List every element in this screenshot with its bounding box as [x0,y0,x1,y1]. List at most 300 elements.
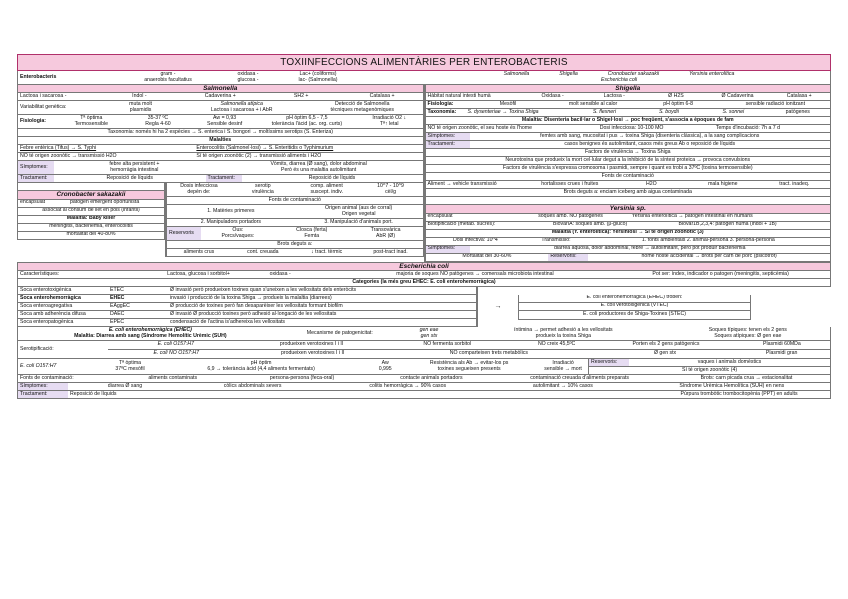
ecoli-cat-2 [17,303,477,311]
salm-serotip [231,183,295,196]
syn-2-text: E. coli verotoxigènica (VTEC) [600,302,669,309]
salmonella-header-text: Salmonella [203,85,238,92]
shig-fonts: Fonts de contaminació [601,173,654,179]
ecoli-header [17,262,831,271]
salm-tecn-text: tècniques metagenòmiques [330,106,394,113]
salm-autol-text: Però és una malaltia autolimitant [280,166,357,173]
yers-row6 [425,254,832,262]
ecoli-synonyms [477,287,831,327]
shig-tract: tract. inadeq. [779,181,810,187]
ecoli-simp1: diarrea Ø sang [107,383,143,389]
salm-sh2: SH2 + [293,93,309,99]
gen-stx: gen stx [420,332,438,339]
salm-femta-text: Femta [304,232,320,239]
sero-1-e: Plasmidi 60MDa [763,341,801,348]
ecoli-trac-spacer [326,391,648,398]
yers-reserv-text: home hoste accidental → brots per carn de porc (psicotrof) [641,253,777,260]
yers-biovar: BiovarIA: soques amb. (β-gluco) [552,221,628,228]
ecoli-f2: persona-persona (feca-oral) [269,375,335,381]
h7-awv-text: 0,995 [378,365,392,372]
shig-row3 [425,109,832,117]
ecoli-cat-3 [17,311,477,319]
ecoli-trac1: Reposició de líquids [70,391,117,397]
salm-transov-text: Transovàrica [370,227,401,233]
yers-fonts: 1. fonts ambientals 2. animal-persona 3. persona-persona [641,237,775,244]
gen-eae: gen eae [419,327,439,333]
shig-nozoo: NO té origen zoonòtic, el seu hoste és l'home [427,125,533,131]
h7-resist-text: Resistència als Ab → evitar-los ps [429,359,509,366]
cat-desc: Ø producció de toxines però fan desaparèixer les vellositats formant biofilm [170,303,343,309]
lac-plus-text: Lac+ (coliforms) [299,71,337,77]
salm-comp [295,183,359,196]
ecoli-fonts-label: Fonts de contaminació: [20,375,74,381]
salm-catal: Catalasa + [369,93,395,99]
salm-row-trac [17,175,424,183]
ecoli-f1: aliments contaminats [148,375,198,381]
h7-irrad2-text: sensible → mort [544,365,582,372]
species-salmonella: Salmonella [503,71,530,77]
crono-row5 [17,232,165,240]
salm-fonts-row [166,197,424,205]
cat-desc: Ø invasió Ø producció toxines però adhesió al·longació de les vellositats [170,311,337,317]
crono-header [17,191,165,199]
oxidasa-cell [218,71,278,84]
salm-comp-text: comp. aliment [310,183,343,189]
yers-row1 [425,214,832,222]
cat-desc: invasió i producció de la toxina Shiga → produeix la malaltia (diarrees) [170,295,332,301]
oxidasa-text: oxidasa - [237,71,259,77]
shig-aliment: Aliment → vehicle transmissió [427,181,497,187]
salm-ufcu-text: cèl/g [385,188,397,195]
cat-name: Soca enteropatogènica [20,319,74,325]
shig-temps: Temps d'incubació: 7h a 7 d [715,125,781,131]
crono-mortal: mortalitat del 40-80% [66,231,116,238]
salm-ufc [359,183,423,196]
salm-ph [258,115,356,128]
general-row [17,71,831,85]
crono-assoc: associat al consum de llet en pols (infantil) [42,207,140,214]
sero-1-name: E. coli O157:H7 [157,341,195,348]
salm-termo-text: Termosensible [74,120,109,127]
salm-closca-text: Closca (ferta) [296,227,328,233]
yers-dosi: Dosi infectiva: 10^4 [452,237,498,244]
shig-neuro: Neurotoxina que produeix la mort cel·lular degut a la inhibició de la síntesi proteica → provoca convulsions [505,157,751,163]
shig-row1 [425,93,832,101]
shig-oxid: Oxidasa - [541,93,564,99]
salm-tval-text: 35-37 ºC [147,115,169,121]
crono-row1 [17,200,165,208]
salm-origen [295,205,423,218]
h7-aw-text: Aw [381,359,389,366]
h7-irrad-text: Irradiació [552,359,574,366]
ecoli-trac-label: Tractament: [18,391,68,398]
salm-row2 [17,101,424,115]
shig-row7 [425,141,832,149]
shig-malaltia: Malaltia: Disenteria bacil·lar o Shigel·losi → poc freqüent, s'associa a èpoques de fam [521,117,734,123]
salm-tval [125,115,192,128]
yers-soques: soques amb. NO patògenes [538,213,603,220]
cat-name: Soca enterohemorràgica [20,295,81,301]
yers-simp-text: diarrea aquosa, dolor abdominal, febre → autolimitant, però pot produir bacterièmia [554,245,746,252]
shig-fisio: Fisiologia: [427,101,454,107]
shig-cad: Ø Cadaverina [721,93,754,99]
h7-topt-text: Tª òptima [118,359,142,366]
ehec-title: E. coli enterohemorràgica (EHEC) [108,327,192,333]
spacer-cell [18,183,164,190]
shig-row2 [425,101,832,109]
salm-nozoo: NO té origen zoonòtic → transmissió H2O [20,153,117,159]
syn-2 [519,303,750,311]
salm-fonts: Fonts de contaminació [268,197,321,203]
salm-taxo-text: Taxonomia: només hi ha 2 espècies → S. enterica i S. bongori → moltíssims serotips (S. Enteriza) [107,129,333,135]
salm-manipan: 3. Manipulació d'animals port. [324,219,393,225]
glucosa-text: glucosa - [237,76,259,83]
sero-label: Serotipificació: [20,345,54,352]
salm-post: post-tract inad. [373,249,408,255]
shig-h2o: H2O [646,181,657,187]
salm-reserv-row [166,227,424,241]
salm-aw [191,115,258,128]
h7-ph [152,359,370,374]
ehec-genes [397,327,461,340]
ecoli-categories [17,287,831,327]
synonyms-box [518,295,751,320]
h7-aw [370,359,400,374]
shig-sonn: S. sonnei [722,109,745,115]
cat-abbr: EHEC [110,295,125,301]
shig-calor: molt sensible al calor [568,101,618,107]
sero-row [17,341,831,359]
salm-suscept-text: suscept. indiv. [310,188,343,195]
salm-simp: Símptomes: [18,161,54,174]
ecoli-simp4: autolimitant → 10% casos [532,383,593,389]
crono-column [17,183,165,257]
salm-plasm-text: plasmidis [129,106,152,113]
yers-row4 [425,238,832,246]
yers-row3 [425,230,832,238]
yers-spacer-cell [426,197,831,204]
salm-mat-row [166,205,424,219]
ehec-cell [18,327,283,340]
sero-1-c: NO creix 45,5ºC [537,341,576,348]
shig-ph: pH òptim 6-8 [663,101,693,107]
ecoli-row1 [17,271,831,279]
shig-patog: patògenes [785,109,810,115]
shig-trac: Tractament: [426,141,470,148]
species-ecoli: Escherichia coli [600,76,638,83]
left-column [17,85,424,262]
h7-reserv [588,359,830,374]
cat-abbr: EAggEC [110,303,130,309]
syn-3-text: E. coli productores de Shiga-Toxines (STEC) [583,310,686,317]
shig-flex: S. flexneri [592,109,616,115]
cat-name: Soca enteroagregativa [20,303,73,309]
salm-atip-text: Salmonella atípica [220,101,263,107]
gen-eae-desc: íntimina → permet adhesió a les vellositats [514,327,613,333]
salm-ous [201,227,275,240]
yers-spacer [425,197,832,205]
salm-febre-text: febre alta persistent + [109,161,160,167]
yersinia-header-text: Yersinia sp. [609,205,646,213]
shig-row6 [425,133,832,141]
salm-abr-text: AbR (Ø) [376,232,396,239]
ecoli-cat-table [17,287,477,327]
soques-tipiques: Soques típiques: tenen els 2 gens [708,327,787,333]
salm-fabre: Febre entèrica (Tifus) → S. Typhi [20,145,97,151]
h7-ph2-text: 6,9 → tolerància àcid (4,4 aliments fermentats) [207,365,315,372]
salm-manip: 2. Manipuladors portadors [200,219,262,225]
cat-desc: condensació de l'actina is'adhereixa les vellositats [170,319,286,325]
salm-febre [54,161,215,174]
syn-3 [519,311,750,319]
h7-reserv-label: Reservoris: [589,359,629,366]
salm-var: Variabilitat genètica: [20,103,67,110]
syn-1-text: E. coli enterohemorràgica (EHEC) troben: [586,294,683,301]
gram-text: gram - [160,71,176,77]
salm-serotip-text: serotip [255,183,271,189]
crono-encap: encapsulat [20,199,46,206]
cat-name: Soca amb adherència difusa [20,311,86,317]
yers-encap: encapsulat [427,213,453,220]
salm-lactosa: Lactosa i sacarosa - [20,93,67,99]
salm-repos: Reposició de líquids [106,175,153,181]
syn-1 [519,295,750,303]
salm-letal-text: Tª↑ letal [379,120,399,127]
shig-row4 [425,117,832,125]
salm-origen-veg: Origen vegetal [341,210,376,217]
salm-hemor-text: hemorràgia intestinal [110,166,159,173]
yers-row2 [425,222,832,230]
salm-dosis-text: Dosis infecciosa [180,183,218,189]
ecoli-cat-1 [17,295,477,303]
ecoli-header-text: Escherichia coli [399,262,449,270]
crono-row3 [17,216,165,224]
yers-row5 [425,246,832,254]
h7-reserv-text: vaques i animals domèstics [697,359,762,365]
sero-table [108,341,830,358]
sero-1 [108,341,830,350]
ecoli-pot: Pot ser: índex, indicador o patogen (meningitis, septicèmia) [652,271,789,277]
h7-ph-text: pH òptim [250,359,272,366]
summary-sheet [17,54,831,399]
salm-row3 [17,115,424,129]
salm-row-zoo [17,153,424,161]
sero-2-a: produeixen verotoxines I i II [280,350,345,357]
salm-cont: cont. creuada [247,249,279,255]
salmonella-header [17,85,424,93]
sero-2-d: Plasmidi gran [765,350,798,357]
shig-factors: Factors de virulència → Toxina Shiga [584,149,671,155]
shig-brots: Brots deguts a: enciam iceberg amb aigua contaminada [563,189,692,195]
salm-closca [275,227,349,240]
salm-ph-text: pH òptim 6,5 - 7,5 [286,115,328,121]
shig-higiene: mala higiene [708,181,738,187]
salm-virul-text: virulència [251,188,274,195]
salm-desinf-text: Sensible desinf [207,120,243,127]
h7-t37-text: 37ºC mesòfil [115,365,145,372]
salm-lacab-text: Lactosa i sacarosa + i AbR [210,106,273,113]
shig-dosi: Dosi infecciosa: 10-100 MO [599,125,664,131]
h7-resist2-text: toxines segueixen presents [437,365,501,372]
right-column [424,85,832,262]
species-shigella: Shigella [559,71,578,77]
yers-simp: Símptomes: [426,246,470,253]
anaerob-text: anaerobis facultatius [144,76,192,83]
cat-desc: Ø invasió però produeixen toxines quan s'uneixen a les vellositats dels enteròcits [170,287,357,293]
shigella-header [425,85,832,93]
sero-1-b: NO fermenta sorbitol [423,341,472,348]
salm-brots2-row [166,249,424,257]
salm-depen-text: depèn de: [187,188,211,195]
shig-row12 [425,181,832,189]
salm-vomits [215,161,423,174]
salm-detail-column [165,183,424,257]
sero-1-a: produeixen verotoxines I i II [279,341,344,348]
shig-row9 [425,157,832,165]
yers-biotip: Biotipificació (metab. sucres): [427,221,496,228]
salm-toler-text: tolerància l'àcid (ac. org. curts) [271,120,343,127]
shig-dys: S. dysenteriae → Toxina Shiga [467,109,539,115]
ecoli-f4: contaminació creuada d'aliments preparats [530,375,629,381]
ecoli-simp3: colitis hemorràgica → 90% casos [369,383,447,389]
sero-2-name: E. coli NO O157:H7 [153,350,199,357]
page-title: TOXIINFECCIONS ALIMENTÀRIES PER ENTEROBACTERIS [17,54,831,71]
h7-row [17,359,831,375]
ecoli-lactosa: Lactosa, glucosa i sorbitol+ [167,271,230,277]
salm-enteroc: Enterocolitis (Salmonel·losi) → S. Enteritidis o Typhimurium [196,145,334,151]
salm-row1 [17,93,424,101]
shig-simp: Símptomes: [426,133,470,140]
salm-topt [58,115,125,128]
salm-transov [349,227,423,240]
lac-minus-text: lac- (Salmonella) [298,76,338,83]
shig-h2s: Ø H2S [668,93,684,99]
yers-malaltia: Malaltia (Y. enterolítica): Yersiniosi → Sí té origen zoonòtic (3) [551,229,704,236]
salm-detec-text: Detecció de Salmonella [334,101,390,107]
salm-fisio: Fisiologia: [20,117,46,124]
salm-irrad-text: Irradiació O2 ↓ [372,115,407,121]
ecoli-carac: Característiques: [20,271,60,277]
salm-indol: Indol - [132,93,147,99]
salm-brots: Brots deguts a: [277,241,313,247]
ecoli-cat-row [17,279,831,287]
species-cell [408,71,830,84]
salm-muta-text: muta molt [129,101,152,107]
ecoli-oxid: oxidasa - [269,271,291,277]
ecoli-simp-label: Símptomes: [18,383,68,390]
salm-topt-text: Tª òptima [80,115,103,121]
salm-cadav: Cadaverina + [204,93,236,99]
salm-row-simp [17,161,424,175]
synonyms-wrap [478,287,831,327]
spacer-row [17,183,165,191]
crono-malaltia: Malaltia: Baby killer [66,215,116,222]
shig-row13 [425,189,832,197]
h7-irrad [538,359,588,374]
salm-malalties [17,137,424,145]
ecoli-major: majoria de soques NO patògenes → comensals microbiota intestinal [396,271,554,277]
salm-detec [302,101,423,114]
salm-muta [100,101,182,114]
salm-porcs-text: Porcs/vaques: [221,232,255,239]
salm-trac: Tractament: [18,175,54,182]
ecoli-trac-row [17,391,831,399]
ecoli-cat-0 [17,287,477,295]
species-crono: Cronobacter sakazakii [607,71,660,77]
salm-brots-row [166,241,424,249]
salm-crus: aliments crus [183,249,215,255]
salm-dosis-row [166,183,424,197]
yers-mort: Mortalitat del 30-60% [462,253,512,260]
ecoli-trac2: Púrpura trombòtic trombocitopènia (PPT) en adults [680,391,798,397]
ecoli-simp2: còlics abdominals severs [223,383,282,389]
species-yersinia: Yersinia enterolítica [689,71,735,77]
arrow-right-icon: → [494,303,502,311]
shig-expr: Factors de virulència s'expressa cromosoma i pasmidi, sempre i quant es trobi a 37ºC (toxina termosensible) [502,165,753,171]
cat-abbr: ETEC [110,287,124,293]
enterobacteris-label: Enterobacteris [20,73,57,80]
crono-header-text: Cronobacter sakazakii [56,191,126,199]
salm-lower [17,183,424,257]
salm-regla-text: Regla 4-60 [145,120,171,127]
salm-taxo [17,129,424,137]
sero-1-d: Porten els 2 gens patògenics [632,341,700,348]
h7-resist [400,359,538,374]
yers-entero: Yersinia enterolítica → patogen intestinal en humans [631,213,753,220]
ecoli-f5: Brots: carn picada crua → estacionalitat [700,375,793,381]
shig-habitat: Hàbitat natural intesti humà [427,93,491,99]
ecoli-cat-4 [17,319,477,327]
ecoli-fonts-row [17,375,831,383]
ecoli-f3: contacte animals portadors [400,375,463,381]
shig-trac-text: casos benignes és autolimitant, casos més greus Ab o reposició de líquids [564,141,736,147]
yers-reserv: Reservoris: [548,254,588,261]
salm-ttermic: ↓ tract. tèrmic [311,249,343,255]
sero-2-b: NO comparteixen trets metabòlics [449,350,528,357]
yersinia-header [425,205,832,213]
cat-name: Soca enterotoxigènica [20,287,72,293]
spacer [358,71,408,84]
gen-stx-desc: produeix la toxina Shiga [535,332,592,339]
salm-mat: 1. Matèries primeres [207,207,255,214]
lac-cell [278,71,358,84]
yers-transm: Transmissió: [541,237,571,244]
salm-dosis [167,183,231,196]
shig-simp-text: femtes amb sang, mucositat i pus → toxina Shiga (disenteria clàssica), a la sang complicacions [540,133,760,139]
shigella-header-text: Shigella [615,85,641,92]
yers-biovar2: Biovar1B,2,3,4: patogen humà (indol + 1B) [678,221,777,228]
salm-origen-an: Origen animal (aus de corral) [325,205,393,211]
salm-ous-text: Ous: [232,227,244,233]
crono-emerg: patogen emergent oportunista [70,199,140,206]
cat-abbr: EPEC [110,319,125,325]
shig-row10 [425,165,832,173]
salm-sizoo: Sí té origen zoonòtic (2) → transmissió aliments i H2O [196,153,322,159]
salm-ufc-text: 10^7 - 10^9 [377,183,404,189]
soques-atipiques: Soques atípiques: Ø gen eae [714,332,782,339]
salm-irrad [356,115,423,128]
cat-abbr: DAEC [110,311,125,317]
ecoli-simp5: Síndrome Urèmica Hemolítica (SUH) en nens [679,383,785,389]
ehec-genes-desc [461,327,666,340]
salm-vomits-text: Vòmits, diarrea (Ø sang), dolor abdominal [270,161,367,167]
shig-row11 [425,173,832,181]
ecoli-cat: Categories (la més greu EHEC: E. coli enterohemorràgica) [352,279,496,285]
shig-row8 [425,149,832,157]
shig-horta: hortalisses crues i fruites [541,181,599,187]
salm-atip [181,101,302,114]
sero-2 [108,350,830,358]
